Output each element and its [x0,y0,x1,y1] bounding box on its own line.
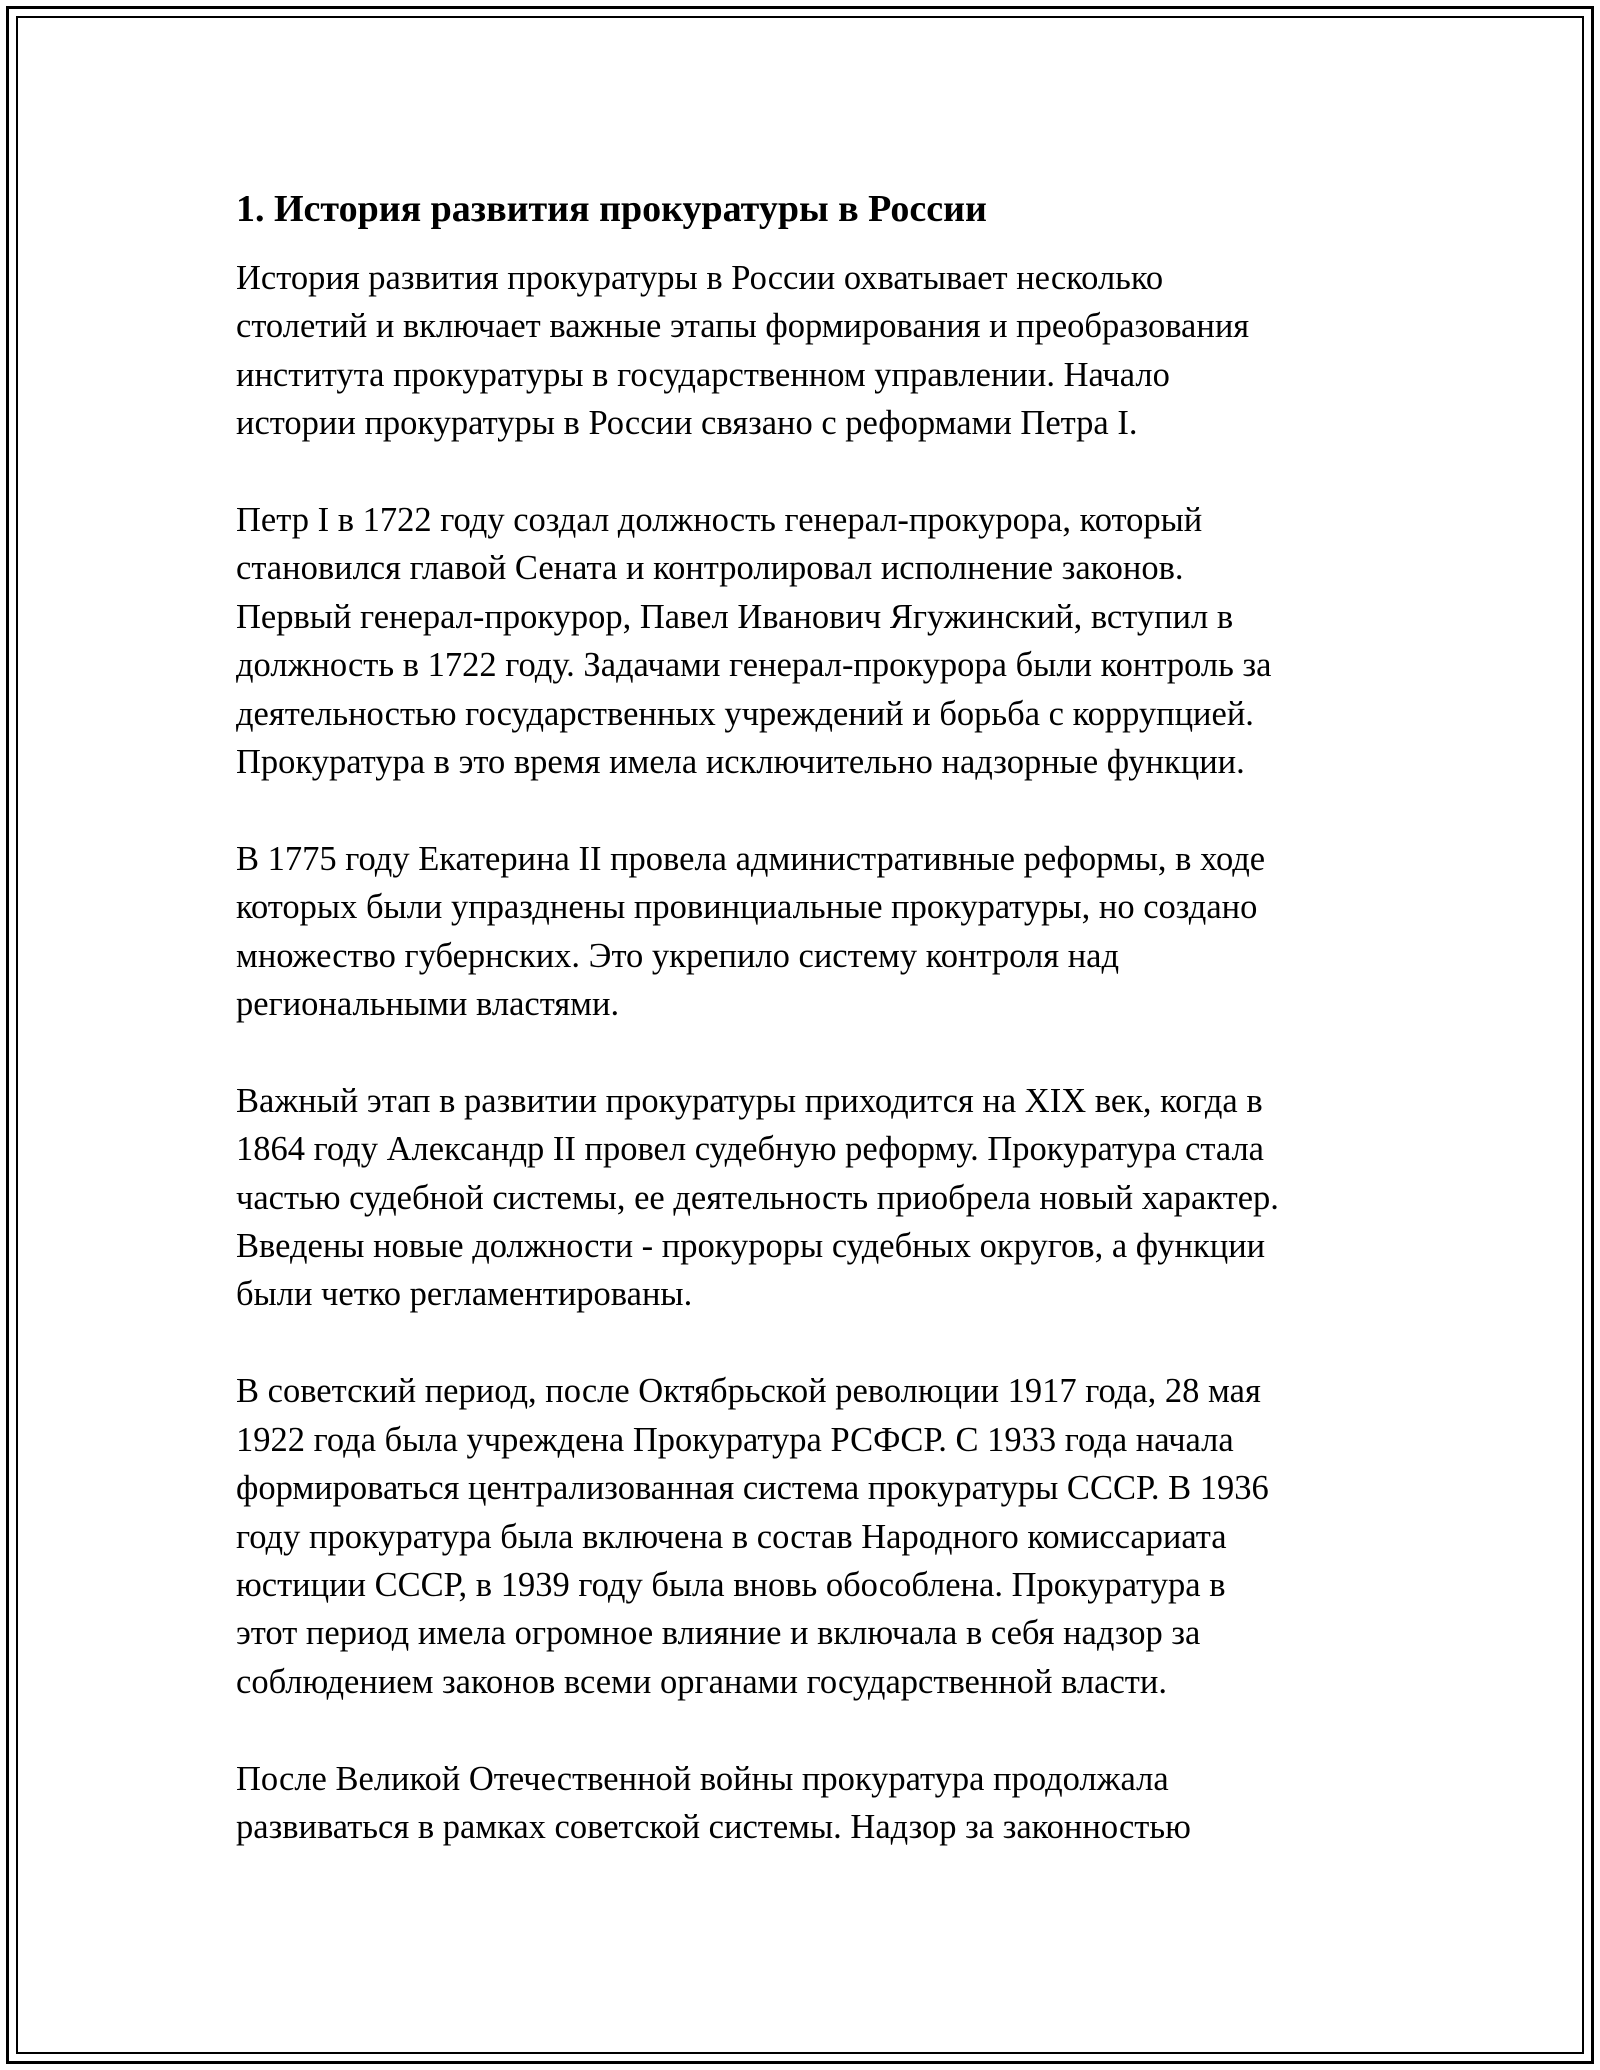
text-line: 1864 году Александр II провел судебную реформу. Прокуратура стала [236,1130,1264,1169]
text-line: частью судебной системы, ее деятельность приобрела новый характер. [236,1178,1279,1217]
document-body [236,185,1371,1851]
paragraph [236,1367,1371,1706]
text-line: становился главой Сената и контролировал исполнение законов. [236,549,1184,588]
text-line: должность в 1722 году. Задачами генерал-прокурора были контроль за [236,646,1272,685]
text-line: столетий и включает важные этапы формирования и преобразования [236,307,1250,346]
text-line: института прокуратуры в государственном управлении. Начало [236,355,1170,394]
paragraph [236,496,1371,786]
text-line: В 1775 году Екатерина II провела административные реформы, в ходе [236,839,1266,878]
text-line: формироваться централизованная система прокуратуры СССР. В 1936 [236,1469,1269,1508]
text-line: Петр I в 1722 году создал должность генерал-прокурора, который [236,501,1203,540]
paragraph [236,835,1371,1029]
text-line: Введены новые должности - прокуроры судебных округов, а функции [236,1227,1266,1266]
text-line: которых были упразднены провинциальные прокуратуры, но создано [236,888,1258,927]
text-line: История развития прокуратуры в России охватывает несколько [236,259,1164,297]
text-line: развиваться в рамках советской системы. Надзор за законностью [236,1807,1191,1846]
paragraph [236,254,1371,448]
text-line: Первый генерал-прокурор, Павел Иванович Ягужинский, вступил в [236,597,1234,636]
text-line: году прокуратура была включена в состав Народного комиссариата [236,1517,1227,1556]
text-line: Прокуратура в это время имела исключительно надзорные функции. [236,743,1245,782]
text-line: множество губернских. Это укрепило систему контроля над [236,936,1120,975]
text-line: истории прокуратуры в России связано с реформами Петра I. [236,404,1138,443]
text-line: были четко регламентированы. [236,1275,693,1314]
text-line: юстиции СССР, в 1939 году была вновь обособлена. Прокуратура в [236,1565,1226,1604]
text-line: Важный этап в развитии прокуратуры приходится на XIX век, когда в [236,1081,1263,1120]
text-line: деятельностью государственных учреждений и борьба с коррупцией. [236,694,1254,733]
text-line: соблюдением законов всеми органами государственной власти. [236,1662,1167,1701]
text-line: После Великой Отечественной войны прокуратура продолжала [236,1759,1169,1798]
paragraph [236,1077,1371,1319]
paragraph-container [236,254,1371,1851]
text-line: региональными властями. [236,985,620,1024]
text-line: этот период имела огромное влияние и включала в себя надзор за [236,1614,1201,1653]
text-line: 1922 года была учреждена Прокуратура РСФСР. С 1933 года начала [236,1420,1234,1459]
text-line: В советский период, после Октябрьской революции 1917 года, 28 мая [236,1372,1261,1411]
section-heading: 1. История развития прокуратуры в России [236,188,987,230]
paragraph [236,1755,1371,1852]
